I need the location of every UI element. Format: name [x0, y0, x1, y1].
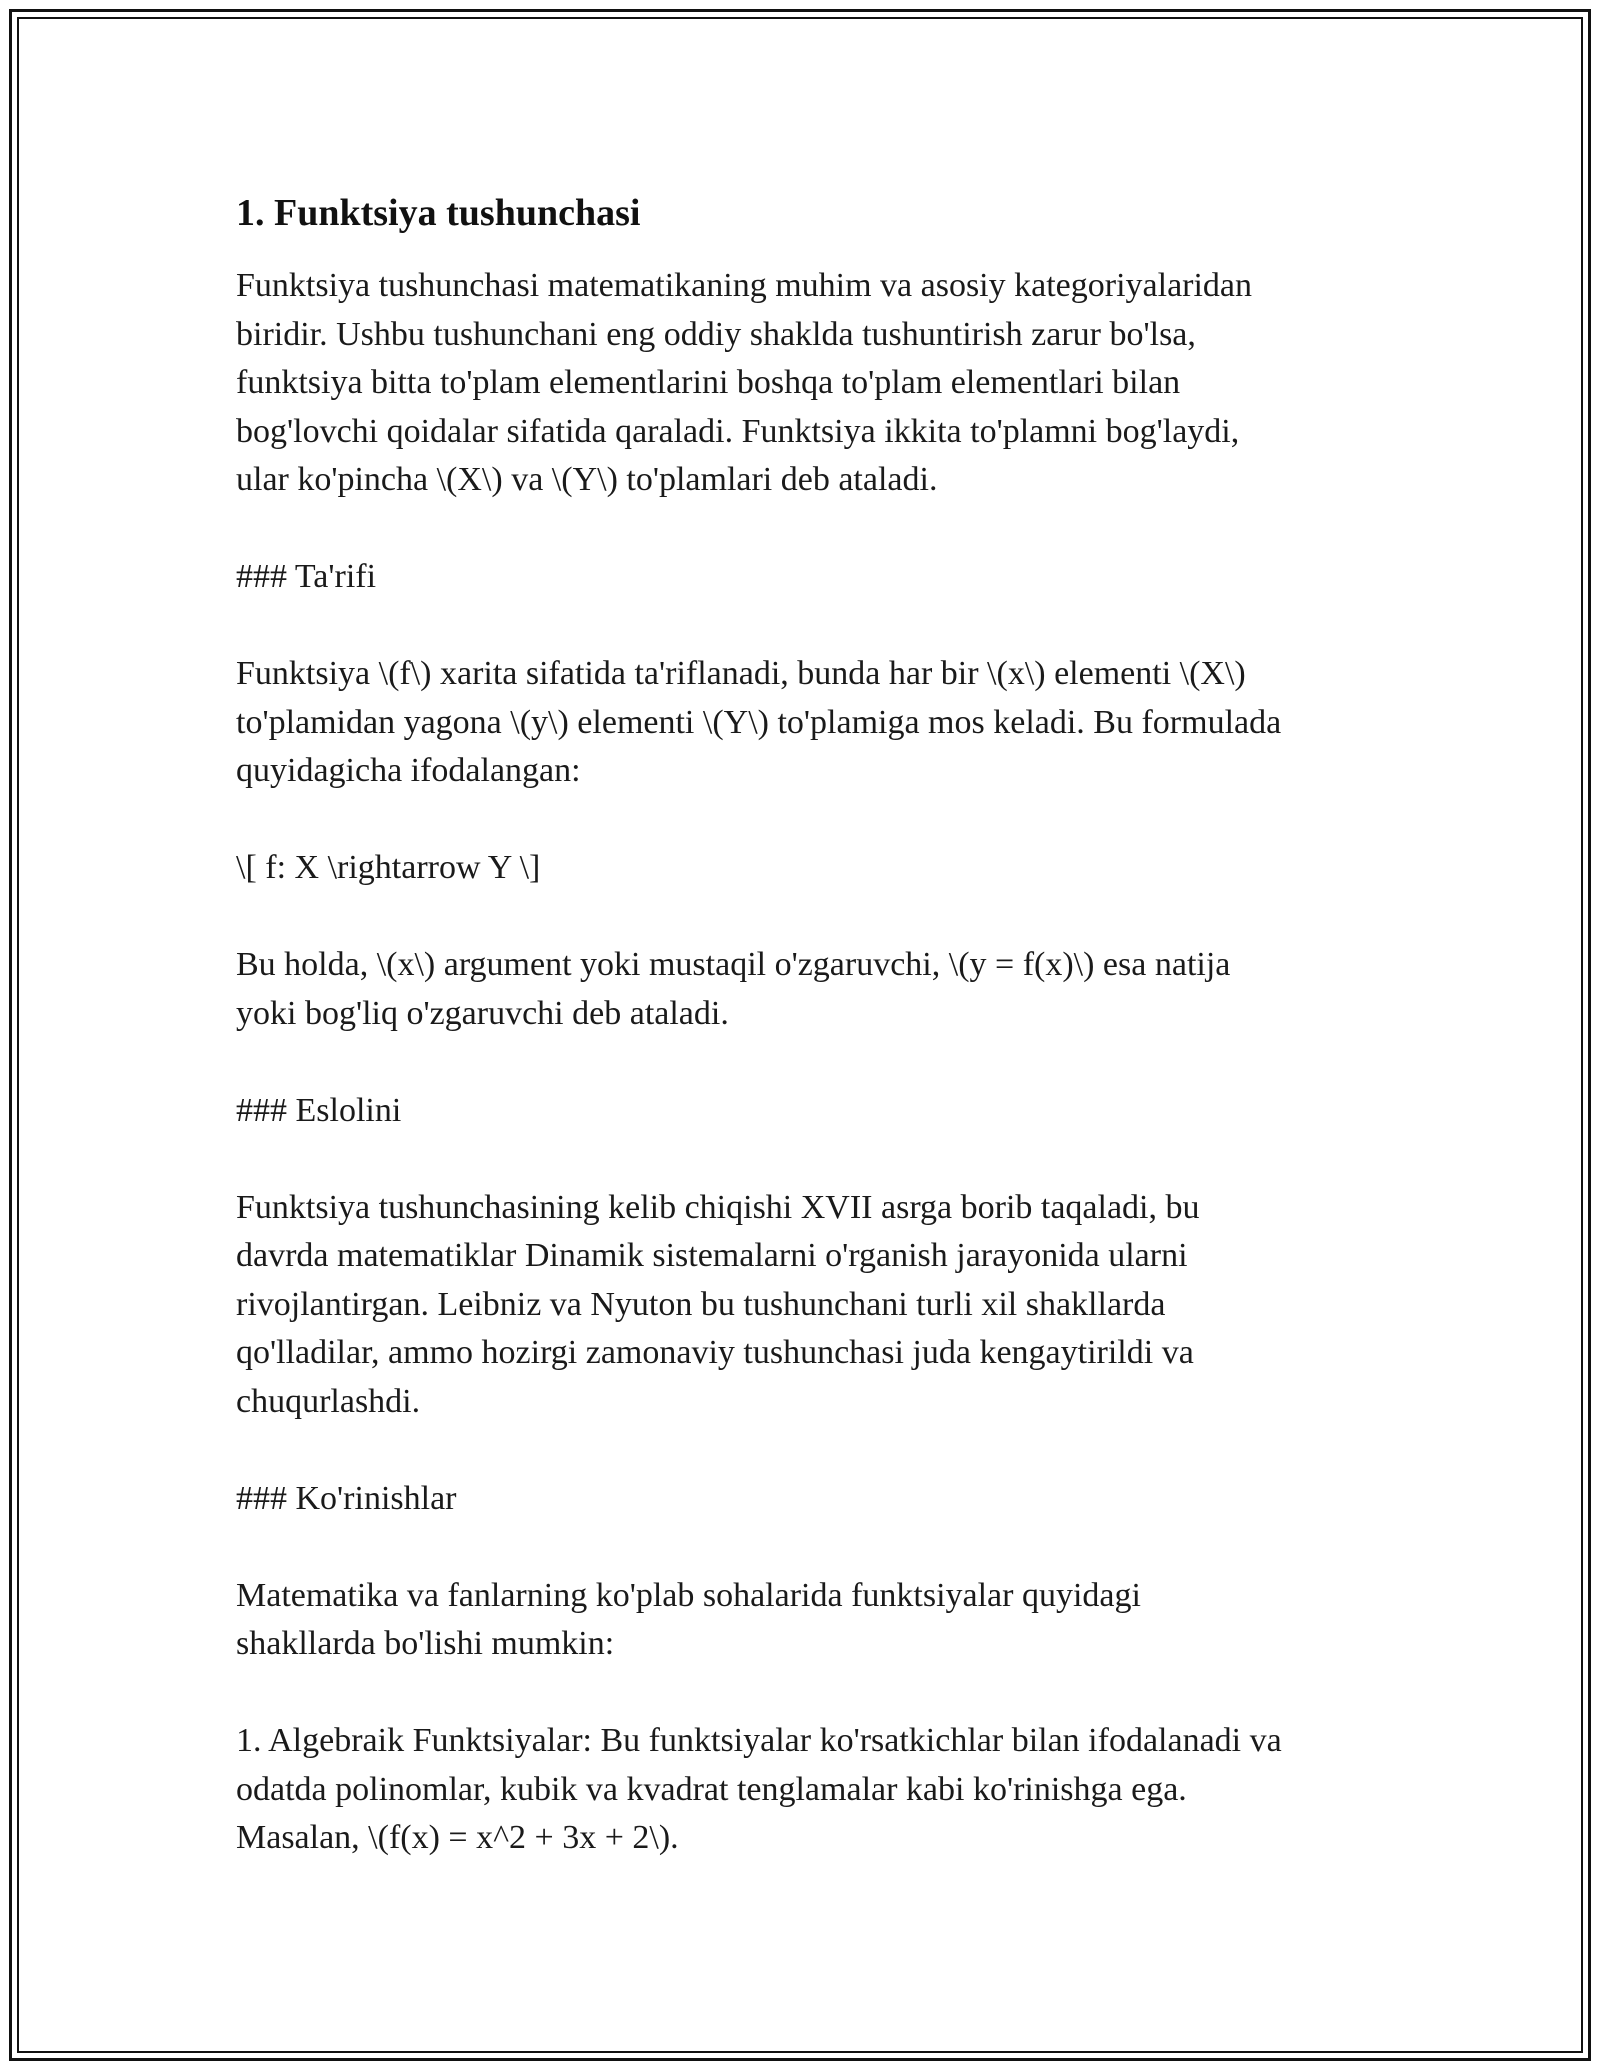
section-heading-eslolini — [236, 1087, 1386, 1136]
document-title: 1. Funktsiya tushunchasi — [236, 192, 641, 234]
text-line: Masalan, \(f(x) = x^2 + 3x + 2\). — [236, 1819, 679, 1856]
intro-paragraph — [236, 262, 1386, 505]
text-line: quyidagicha ifodalangan: — [236, 752, 581, 789]
formula-block — [236, 844, 1386, 893]
text-line: biridir. Ushbu tushunchani eng oddiy shaklda tushuntirish zarur bo'lsa, — [236, 315, 1196, 353]
text-line: yoki bog'liq o'zgaruvchi deb ataladi. — [236, 994, 729, 1032]
text-line: davrda matematiklar Dinamik sistemalarni o'rganish jarayonida ularni — [236, 1237, 1188, 1274]
text-line: chuqurlashdi. — [236, 1382, 421, 1420]
text-line: qo'lladilar, ammo hozirgi zamonaviy tushunchasi juda kengaytirildi va — [236, 1334, 1194, 1371]
section-heading-text: ### Eslolini — [236, 1091, 402, 1129]
text-line: Funktsiya tushunchasi matematikaning muhim va asosiy kategoriyalaridan — [236, 267, 1253, 304]
section-heading-text: ### Ko'rinishlar — [236, 1479, 457, 1517]
text-line: Bu holda, \(x\) argument yoki mustaqil o'zgaruvchi, \(y = f(x)\) esa natija — [236, 946, 1231, 983]
text-line: Funktsiya tushunchasining kelib chiqishi XVII asrga borib taqaladi, bu — [236, 1188, 1200, 1226]
text-line: ular ko'pincha \(X\) va \(Y\) to'plamlari deb ataladi. — [236, 461, 938, 498]
text-line: funktsiya bitta to'plam elementlarini boshqa to'plam elementlari bilan — [236, 364, 1181, 401]
text-line: odatda polinomlar, kubik va kvadrat tenglamalar kabi ko'rinishga ega. — [236, 1770, 1187, 1808]
text-line: shakllarda bo'lishi mumkin: — [236, 1625, 615, 1662]
list-item-algebraic — [236, 1717, 1386, 1863]
section-heading-text: ### Ta'rifi — [236, 558, 377, 595]
text-line: to'plamidan yagona \(y\) elementi \(Y\) to'plamiga mos keladi. Bu formulada — [236, 703, 1282, 741]
section-heading-korinishlar — [236, 1475, 1386, 1524]
document-body — [236, 186, 1386, 1911]
text-line: 1. Algebraik Funktsiyalar: Bu funktsiyalar ko'rsatkichlar bilan ifodalanadi va — [236, 1722, 1282, 1759]
formula-text: \[ f: X \rightarrow Y \] — [236, 849, 541, 886]
section-heading-tarifi — [236, 553, 1386, 602]
text-line: bog'lovchi qoidalar sifatida qaraladi. Funktsiya ikkita to'plamni bog'laydi, — [236, 412, 1240, 450]
variables-paragraph — [236, 941, 1386, 1038]
text-line: rivojlantirgan. Leibniz va Nyuton bu tushunchani turli xil shakllarda — [236, 1285, 1166, 1323]
definition-paragraph — [236, 650, 1386, 796]
text-line: Matematika va fanlarning ko'plab sohalarida funktsiyalar quyidagi — [236, 1576, 1141, 1614]
history-paragraph — [236, 1184, 1386, 1427]
forms-intro-paragraph — [236, 1572, 1386, 1669]
text-line: Funktsiya \(f\) xarita sifatida ta'riflanadi, bunda har bir \(x\) elementi \(X\) — [236, 655, 1246, 692]
